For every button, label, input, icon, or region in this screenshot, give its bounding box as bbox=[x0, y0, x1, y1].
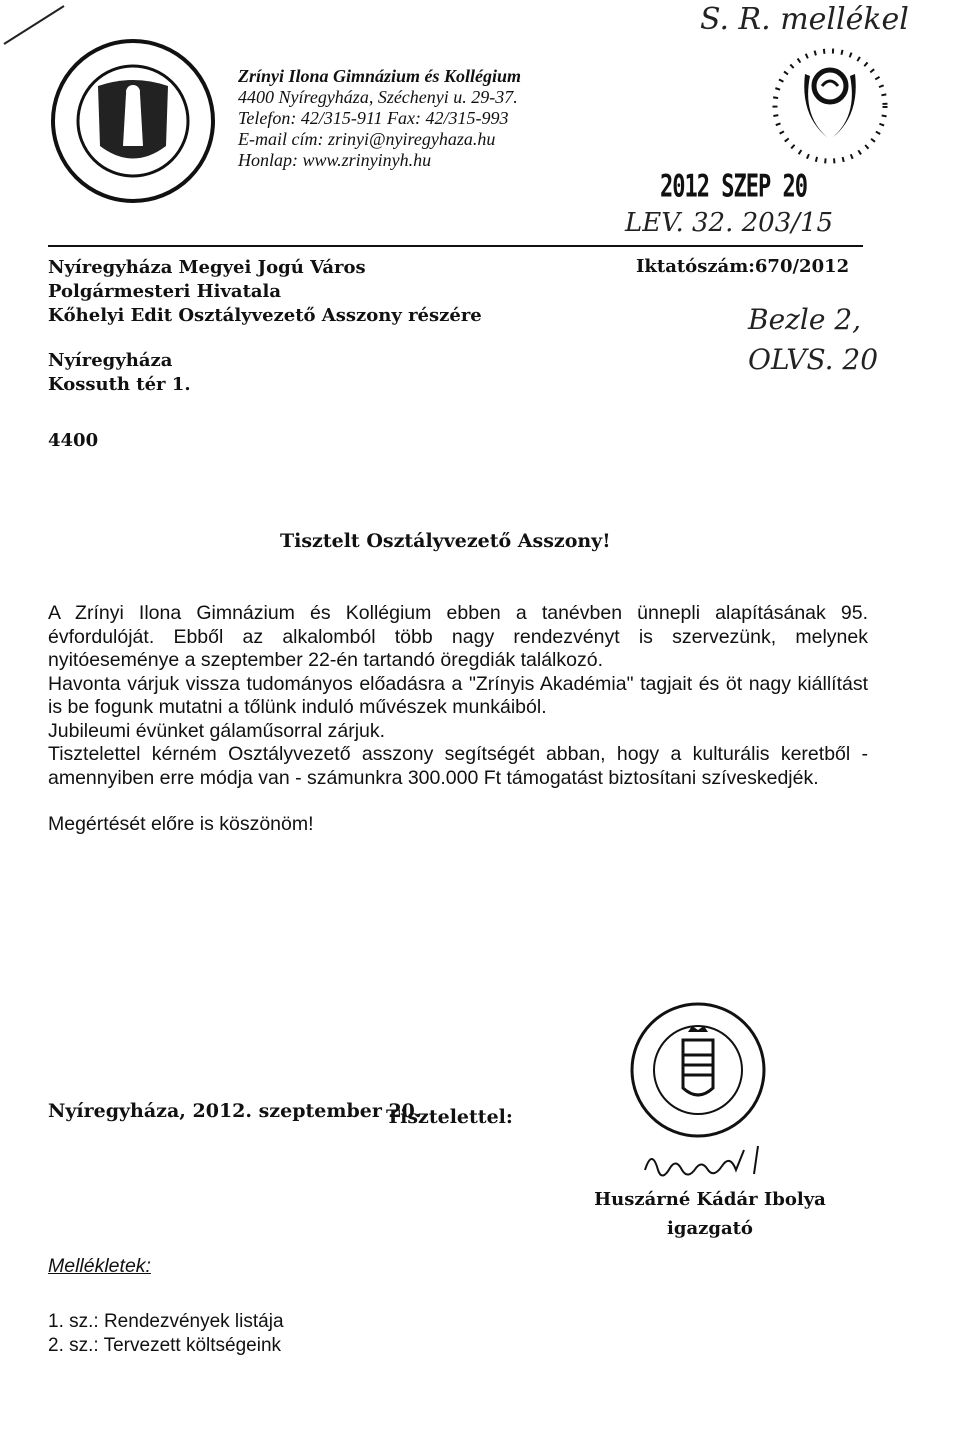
registration-number: Iktatószám:670/2012 bbox=[636, 256, 850, 277]
closing-line: Megértését előre is köszönöm! bbox=[48, 813, 314, 835]
respect-line: Tisztelettel: bbox=[386, 1106, 513, 1128]
signer-block bbox=[580, 1185, 840, 1243]
body-paragraph-3: Jubileumi évünket gálaműsorral zárjuk. bbox=[48, 719, 386, 742]
header-divider bbox=[48, 245, 863, 247]
handwritten-note-right-line2: OLVS. 20 bbox=[748, 343, 879, 376]
letter-body bbox=[48, 602, 868, 837]
attachments-list bbox=[48, 1310, 284, 1358]
school-logo bbox=[48, 36, 218, 206]
attachment-item: 1. sz.: Rendezvények listája bbox=[48, 1311, 284, 1332]
school-seal bbox=[628, 1000, 768, 1140]
body-paragraph-1: A Zrínyi Ilona Gimnázium és Kollégium ebben a tanévben ünnepli alapításának 95. évfordulóját. Ebből az alkalomból több nagy rendezvényt is szervezünk, melynek nyitóeseménye a szeptember 22-én tartandó öregdiák találkozó. bbox=[48, 602, 868, 671]
salutation: Tisztelt Osztályvezető Asszony! bbox=[280, 530, 611, 552]
city-emblem bbox=[770, 46, 890, 166]
recipient-address bbox=[48, 256, 482, 397]
school-email: E-mail cím: zrinyi@nyiregyhaza.hu bbox=[238, 129, 496, 149]
handwritten-note-right bbox=[748, 300, 878, 380]
recipient-street: Kossuth tér 1. bbox=[48, 374, 191, 395]
recipient-line2: Polgármesteri Hivatala bbox=[48, 281, 282, 302]
sender-block bbox=[238, 66, 521, 171]
recipient-line3: Kőhelyi Edit Osztályvezető Asszony részére bbox=[48, 305, 482, 326]
received-date-stamp: 2012 SZEP 20 bbox=[660, 170, 807, 205]
recipient-city: Nyíregyháza bbox=[48, 350, 173, 371]
body-paragraph-2: Havonta várjuk vissza tudományos előadásra a "Zrínyis Akadémia" tagjait és öt nagy kiállítást is be fogunk mutatni a tőlünk induló művészek munkáiból. bbox=[48, 672, 868, 718]
handwritten-note-top: S. R. mellékel bbox=[700, 2, 909, 37]
attachment-item: 2. sz.: Tervezett költségeink bbox=[48, 1335, 282, 1356]
place-and-date: Nyíregyháza, 2012. szeptember 20. bbox=[48, 1100, 422, 1122]
recipient-line1: Nyíregyháza Megyei Jogú Város bbox=[48, 257, 366, 278]
signer-name: Huszárné Kádár Ibolya bbox=[594, 1189, 826, 1210]
signer-title: igazgató bbox=[667, 1218, 753, 1239]
attachments-title: Mellékletek: bbox=[48, 1255, 151, 1277]
handwritten-signature bbox=[640, 1140, 770, 1188]
handwritten-note-right-line1: Bezle 2, bbox=[748, 303, 862, 336]
body-paragraph-4: Tisztelettel kérném Osztályvezető asszony segítségét abban, hogy a kulturális keretből - amennyiben erre módja van - számunkra 300.000 Ft támogatást biztosítani szíveskedjék. bbox=[48, 743, 868, 789]
handwritten-lev-number: LEV. 32. 203/15 bbox=[625, 208, 834, 238]
school-name: Zrínyi Ilona Gimnázium és Kollégium bbox=[238, 66, 522, 86]
school-website: Honlap: www.zrinyinyh.hu bbox=[238, 150, 432, 170]
school-phone-fax: Telefon: 42/315-911 Fax: 42/315-993 bbox=[238, 108, 509, 128]
recipient-zip: 4400 bbox=[48, 430, 99, 451]
school-address: 4400 Nyíregyháza, Széchenyi u. 29-37. bbox=[238, 87, 518, 107]
